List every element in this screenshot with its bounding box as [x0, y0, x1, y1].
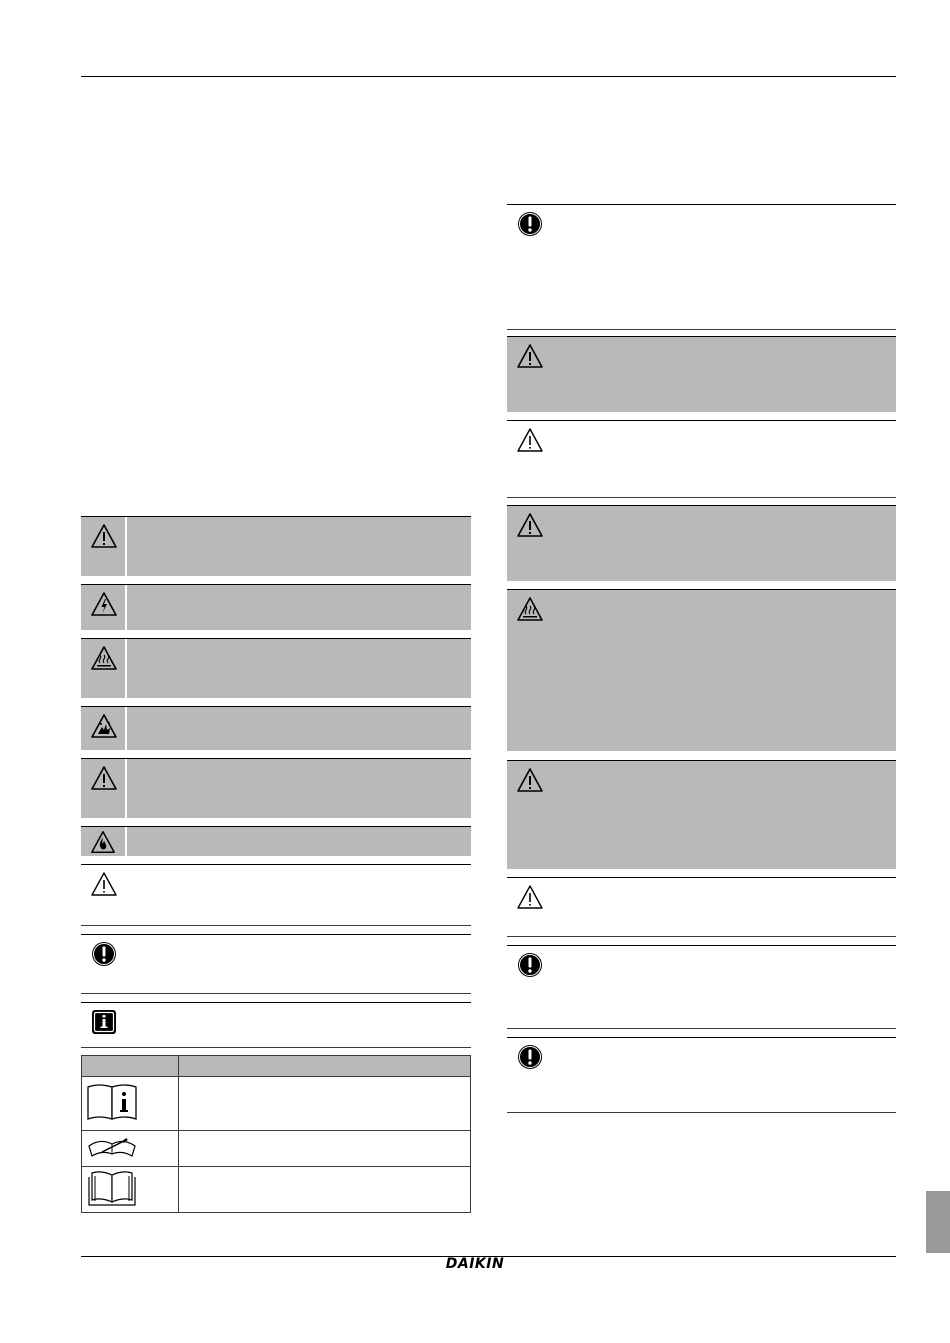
- notice-exclamation-icon: [515, 209, 545, 239]
- table-row: [82, 1077, 471, 1131]
- warning-triangle-icon: [89, 521, 119, 551]
- divider: [125, 585, 127, 630]
- hot-surface-triangle-icon: [515, 594, 545, 624]
- divider: [125, 517, 127, 576]
- table-header-explanation: [179, 1056, 471, 1077]
- notice-box-caution: [507, 420, 896, 498]
- table-header-symbol: [82, 1056, 179, 1077]
- notice-exclamation-icon: [515, 1042, 545, 1072]
- notice-box-warning: [81, 516, 471, 576]
- divider: [125, 639, 127, 698]
- information-icon: [89, 1007, 119, 1037]
- notice-box-flammable: [81, 826, 471, 856]
- caution-triangle-icon: [89, 869, 119, 899]
- open-book-icon: [86, 1167, 178, 1212]
- notice-box-caution-2: [507, 877, 896, 937]
- notice-box-notice-2: [507, 945, 896, 1029]
- explosion-triangle-icon: [89, 711, 119, 741]
- caution-triangle-icon: [515, 882, 545, 912]
- notice-box-notice-3: [507, 1037, 896, 1113]
- divider: [125, 759, 127, 818]
- table-cell-explanation: [179, 1167, 471, 1213]
- notice-box-warning: [507, 336, 896, 412]
- table-cell-explanation: [179, 1077, 471, 1131]
- symbol-table: [81, 1055, 471, 1213]
- warning-triangle-icon: [515, 341, 545, 371]
- notice-box-explosion: [81, 706, 471, 750]
- notice-box-warning-2: [507, 505, 896, 581]
- notice-exclamation-icon: [89, 939, 119, 969]
- divider: [125, 827, 127, 856]
- flammable-triangle-icon: [89, 828, 117, 856]
- notice-box-caution: [81, 864, 471, 926]
- notice-box-hot-surface: [81, 638, 471, 698]
- notice-box-notice: [81, 934, 471, 994]
- notice-exclamation-icon: [515, 950, 545, 980]
- table-header-row: [82, 1056, 471, 1077]
- notice-box-electric: [81, 584, 471, 630]
- notice-box-warning-2: [81, 758, 471, 818]
- table-row: [82, 1131, 471, 1167]
- open-book-pen-icon: [86, 1132, 178, 1165]
- daikin-logo: DAIKIN: [445, 1256, 505, 1272]
- warning-triangle-icon: [515, 765, 545, 795]
- notice-box-warning-3: [507, 760, 896, 869]
- manual-info-icon: [86, 1081, 178, 1126]
- divider: [125, 707, 127, 750]
- caution-triangle-icon: [515, 425, 545, 455]
- notice-box-notice: [507, 204, 896, 330]
- header-rule: [81, 76, 896, 77]
- table-cell-symbol: [82, 1131, 179, 1167]
- table-row: [82, 1167, 471, 1213]
- notice-box-hot-surface: [507, 589, 896, 751]
- table-cell-symbol: [82, 1167, 179, 1213]
- warning-triangle-icon: [89, 763, 119, 793]
- table-cell-symbol: [82, 1077, 179, 1131]
- table-cell-explanation: [179, 1131, 471, 1167]
- warning-triangle-icon: [515, 510, 545, 540]
- electric-shock-triangle-icon: [89, 589, 119, 619]
- notice-box-information: [81, 1002, 471, 1048]
- side-tab-marker: [926, 1191, 950, 1253]
- hot-surface-triangle-icon: [89, 643, 119, 673]
